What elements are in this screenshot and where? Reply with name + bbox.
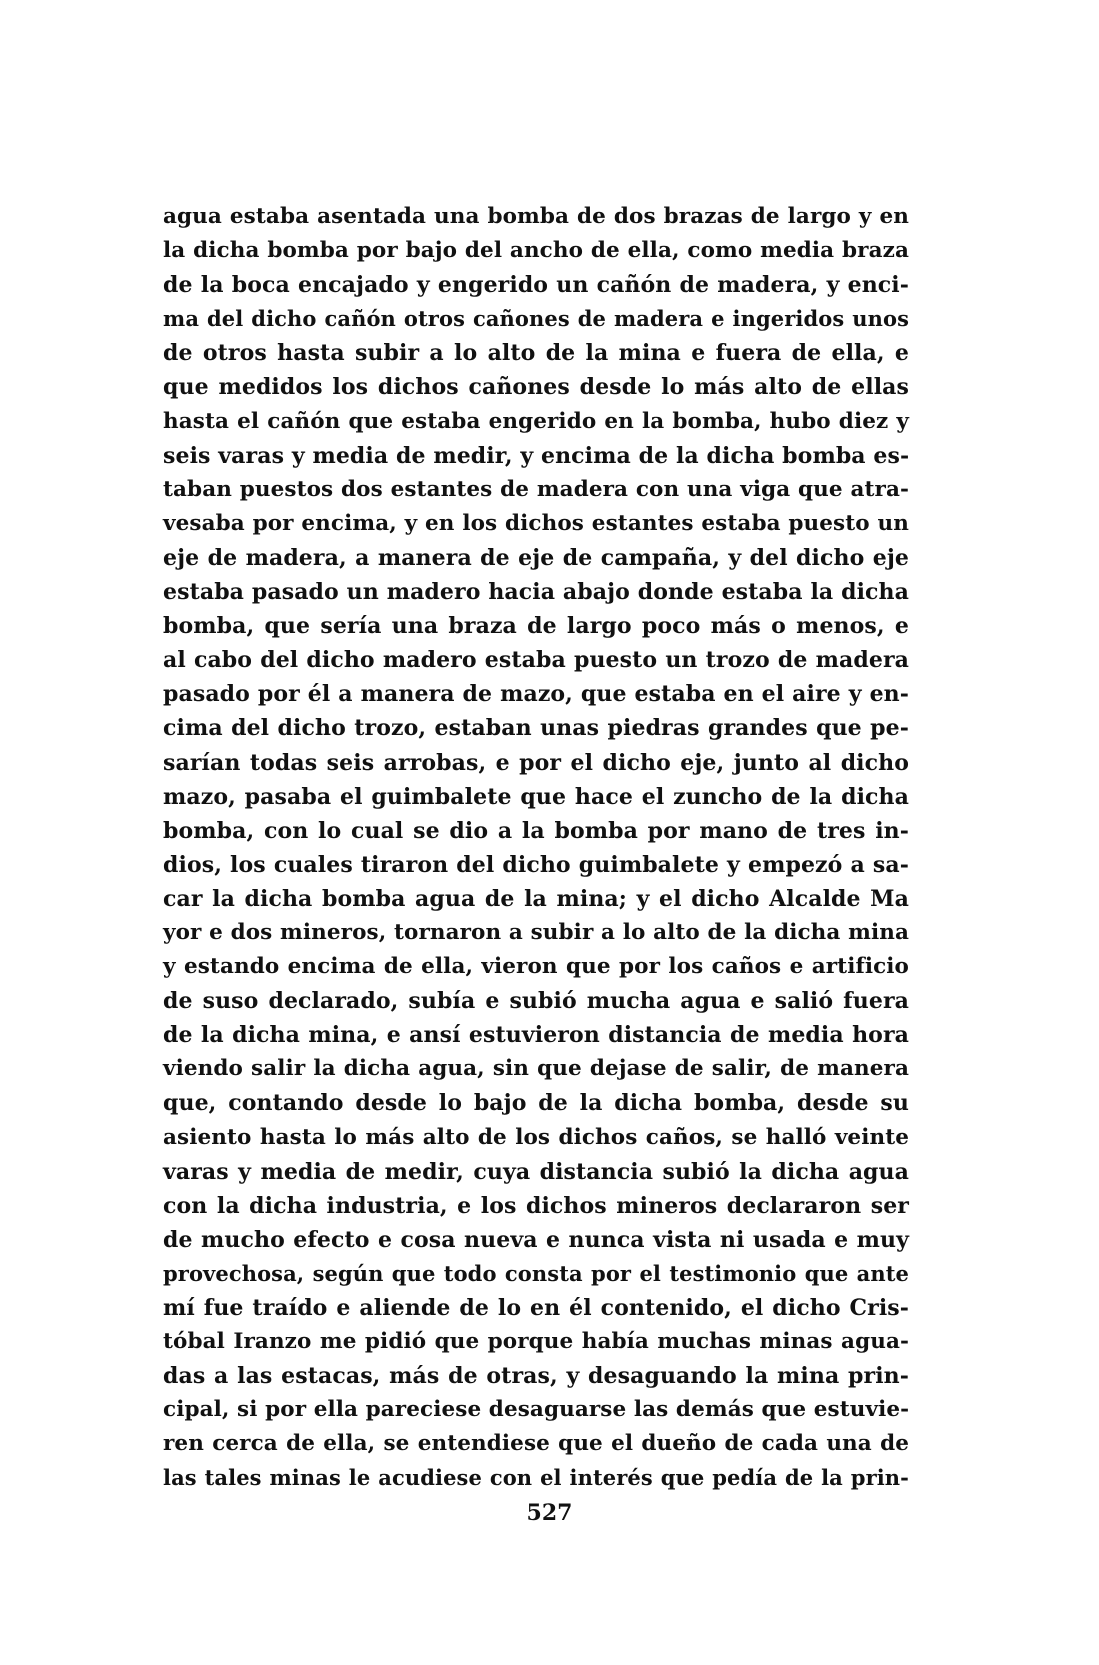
text-line: varas y media de medir, cuya distancia subió la dicha agua (163, 1158, 909, 1185)
text-line: pasado por él a manera de mazo, que estaba en el aire y en- (163, 681, 909, 708)
text-line: das a las estacas, más de otras, y desaguando la mina prin- (163, 1363, 909, 1390)
text-line: que, contando desde lo bajo de la dicha bomba, desde su (163, 1090, 909, 1117)
text-line: tóbal Iranzo me pidió que porque había muchas minas agua- (163, 1329, 909, 1355)
text-line: provechosa, según que todo consta por el testimonio que ante (163, 1260, 909, 1286)
text-line: seis varas y media de medir, y encima de la dicha bomba es- (163, 442, 910, 469)
text-line: con la dicha industria, e los dichos mineros declararon ser (163, 1192, 909, 1219)
text-line: mí fue traído e aliende de lo en él contenido, el dicho Cris- (163, 1295, 909, 1321)
text-line: asiento hasta lo más alto de los dichos caños, se halló veinte (163, 1124, 909, 1150)
text-line: dios, los cuales tiraron del dicho guimbalete y empezó a sa- (163, 851, 909, 878)
text-line: de la boca encajado y engerido un cañón de madera, y enci- (163, 272, 909, 299)
text-line: viendo salir la dicha agua, sin que dejase de salir, de manera (163, 1056, 909, 1082)
text-line: mazo, pasaba el guimbalete que hace el zuncho de la dicha (163, 783, 909, 810)
text-line: bomba, que sería una braza de largo poco más o menos, e (163, 613, 909, 640)
text-line: estaba pasado un madero hacia abajo donde estaba la dicha (163, 579, 909, 606)
text-line: yor e dos mineros, tornaron a subir a lo alto de la dicha mina (163, 919, 909, 945)
text-line: cipal, si por ella pareciese desaguarse las demás que estuvie- (163, 1397, 910, 1423)
text-line: ma del dicho cañón otros cañones de madera e ingeridos unos (163, 306, 909, 332)
body-text (163, 200, 909, 1496)
text-line: de otros hasta subir a lo alto de la mina e fuera de ella, e (163, 340, 909, 367)
text-line: eje de madera, a manera de eje de campaña, y del dicho eje (163, 544, 909, 571)
text-line: agua estaba asentada una bomba de dos brazas de largo y en (163, 204, 909, 229)
text-line: de suso declarado, subía e subió mucha agua e salió fuera (163, 988, 909, 1015)
text-line: las tales minas le acudiese con el interés que pedía de la prin- (163, 1465, 909, 1491)
page-number: 527 (526, 1500, 573, 1526)
text-line: que medidos los dichos cañones desde lo más alto de ellas (163, 374, 909, 401)
text-line: de mucho efecto e cosa nueva e nunca vista ni usada e muy (163, 1226, 909, 1253)
text-line: car la dicha bomba agua de la mina; y el dicho Alcalde Ma (163, 885, 909, 912)
text-line: y estando encima de ella, vieron que por los caños e artificio (163, 954, 909, 980)
text-line: sarían todas seis arrobas, e por el dicho eje, junto al dicho (163, 749, 909, 776)
text-line: vesaba por encima, y en los dichos estantes estaba puesto un (163, 510, 909, 536)
text-line: al cabo del dicho madero estaba puesto un trozo de madera (163, 647, 909, 674)
text-line: la dicha bomba por bajo del ancho de ella, como media braza (163, 238, 909, 264)
text-line: taban puestos dos estantes de madera con una viga que atra- (163, 476, 909, 502)
text-line: bomba, con lo cual se dio a la bomba por mano de tres in- (163, 817, 909, 844)
text-line: de la dicha mina, e ansí estuvieron distancia de media hora (163, 1022, 909, 1049)
text-line: ren cerca de ella, se entendiese que el dueño de cada una de (163, 1431, 909, 1457)
text-line: cima del dicho trozo, estaban unas piedras grandes que pe- (163, 715, 909, 742)
text-line: hasta el cañón que estaba engerido en la bomba, hubo diez y (163, 408, 909, 434)
